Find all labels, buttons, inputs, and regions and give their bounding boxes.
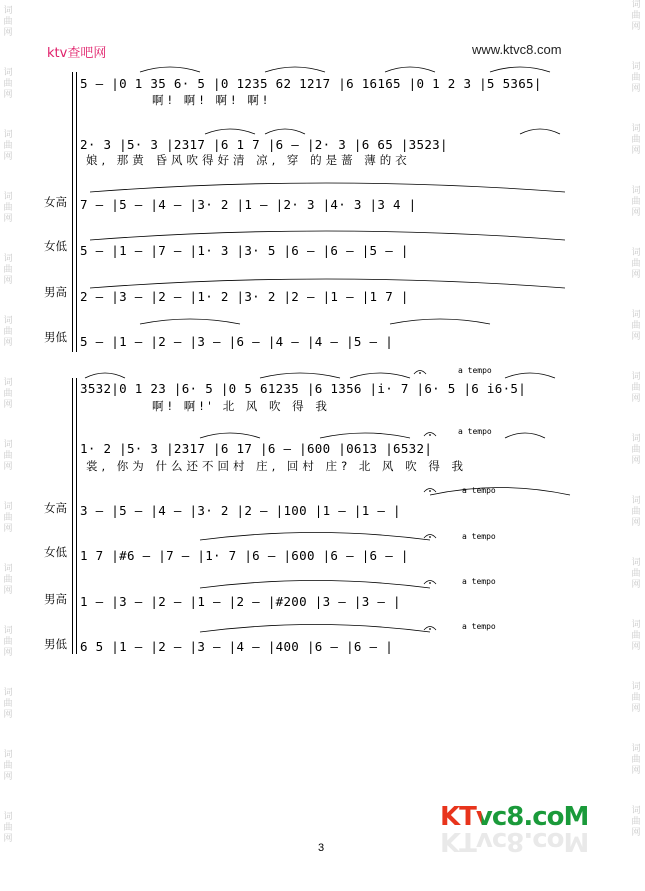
system-1-bracket-inner: [72, 72, 73, 352]
part-notes-soprano: 7 — |5 — |4 — |3· 2 |1 — |2· 3 |4· 3 |3 4 |: [80, 197, 417, 212]
watermark-group: 词 曲 网: [3, 6, 13, 38]
system-1-solo2-notes: 2· 3 |5· 3 |2317 |6 1 7 |6 — |2· 3 |6 65 |3523|: [80, 137, 448, 152]
system-2-solo2-lyrics: 裳, 你为 什么还不回村 庄, 回村 庄? 北 风 吹 得 我: [86, 459, 467, 473]
part-notes-tenor: 1 — |3 — |2 — |1 — |2 — |#200 |3 — |3 — |: [80, 594, 401, 609]
site-logo-reflection: [440, 826, 588, 856]
watermark-group: 词 曲 网: [3, 626, 13, 658]
part-label-soprano: 女高: [44, 195, 67, 209]
part-label-alto: 女低: [44, 239, 67, 253]
watermark-group: 词 曲 网: [631, 620, 641, 652]
site-url[interactable]: www.ktvc8.com: [472, 42, 562, 57]
watermark-group: 词 曲 网: [3, 254, 13, 286]
part-label-tenor: 男高: [44, 592, 67, 606]
watermark-group: 词 曲 网: [3, 688, 13, 720]
part-notes-alto: 5 — |1 — |7 — |1· 3 |3· 5 |6 — |6 — |5 — |: [80, 243, 409, 258]
tempo-mark: a tempo: [462, 532, 496, 541]
watermark-group: 词 曲 网: [631, 62, 641, 94]
watermark-group: 词 曲 网: [631, 496, 641, 528]
part-notes-alto: 1 7 |#6 — |7 — |1· 7 |6 — |600 |6 — |6 — |: [80, 548, 409, 563]
system-2-bracket: [76, 378, 77, 654]
part-notes-tenor: 2 — |3 — |2 — |1· 2 |3· 2 |2 — |1 — |1 7 |: [80, 289, 409, 304]
watermark-group: 词 曲 网: [631, 310, 641, 342]
watermark-group: 词 曲 网: [3, 378, 13, 410]
part-label-bass: 男低: [44, 637, 67, 651]
logo-text: KTvc8.coM: [440, 802, 589, 832]
watermark-group: 词 曲 网: [631, 0, 641, 32]
part-label-tenor: 男高: [44, 285, 67, 299]
system-1-solo-notes: 5 — |0 1 35 6· 5 |0 1235 62 1217 |6 16165 |0 1 2 3 |5 5365|: [80, 76, 542, 91]
part-label-alto: 女低: [44, 545, 67, 559]
watermark-group: 词 曲 网: [631, 124, 641, 156]
watermark-group: 词 曲 网: [3, 68, 13, 100]
tempo-mark: a tempo: [462, 486, 496, 495]
system-2-bracket-inner: [72, 378, 73, 654]
watermark-group: 词 曲 网: [631, 558, 641, 590]
part-notes-soprano: 3 — |5 — |4 — |3· 2 |2 — |100 |1 — |1 — |: [80, 503, 401, 518]
system-1-solo2-lyrics: 娘, 那黄 昏风吹得好清 凉, 穿 的是蔷 薄的衣: [86, 153, 411, 167]
tempo-mark: a tempo: [462, 577, 496, 586]
watermark-group: 词 曲 网: [631, 186, 641, 218]
watermark-group: 词 曲 网: [3, 440, 13, 472]
watermark-group: 词 曲 网: [631, 248, 641, 280]
watermark-right: [629, 0, 643, 868]
watermark-group: 词 曲 网: [3, 502, 13, 534]
part-notes-bass: 5 — |1 — |2 — |3 — |6 — |4 — |4 — |5 — |: [80, 334, 394, 349]
watermark-group: 词 曲 网: [3, 192, 13, 224]
watermark-group: 词 曲 网: [631, 682, 641, 714]
part-notes-bass: 6 5 |1 — |2 — |3 — |4 — |400 |6 — |6 — |: [80, 639, 394, 654]
page-number: 3: [318, 842, 325, 854]
part-label-bass: 男低: [44, 330, 67, 344]
site-name: ktv查吧网: [47, 46, 107, 61]
watermark-group: 词 曲 网: [631, 372, 641, 404]
watermark-left: [1, 0, 15, 874]
part-label-soprano: 女高: [44, 501, 67, 515]
system-1-bracket: [76, 72, 77, 352]
tempo-mark: a tempo: [458, 366, 492, 375]
watermark-group: 词 曲 网: [3, 564, 13, 596]
watermark-group: 词 曲 网: [3, 130, 13, 162]
system-2-solo-notes: 3532|0 1 23 |6· 5 |0 5 61235 |6 1356 |i· 7 |6· 5 |6 i6·5|: [80, 381, 527, 396]
watermark-group: 词 曲 网: [3, 750, 13, 782]
system-2-solo2-notes: 1· 2 |5· 3 |2317 |6 17 |6 — |600 |0613 |6532|: [80, 441, 433, 456]
tempo-mark: a tempo: [458, 427, 492, 436]
logo-reflection-text: KTvc8.coM: [440, 826, 589, 856]
watermark-group: 词 曲 网: [631, 806, 641, 838]
watermark-group: 词 曲 网: [631, 434, 641, 466]
watermark-group: 词 曲 网: [3, 316, 13, 348]
watermark-group: 词 曲 网: [3, 812, 13, 844]
system-1-solo-lyrics: 啊! 啊! 啊! 啊!: [152, 93, 272, 107]
watermark-group: 词 曲 网: [631, 744, 641, 776]
system-2-solo-lyrics: 啊! 啊!' 北 风 吹 得 我: [152, 399, 331, 413]
tempo-mark: a tempo: [462, 622, 496, 631]
